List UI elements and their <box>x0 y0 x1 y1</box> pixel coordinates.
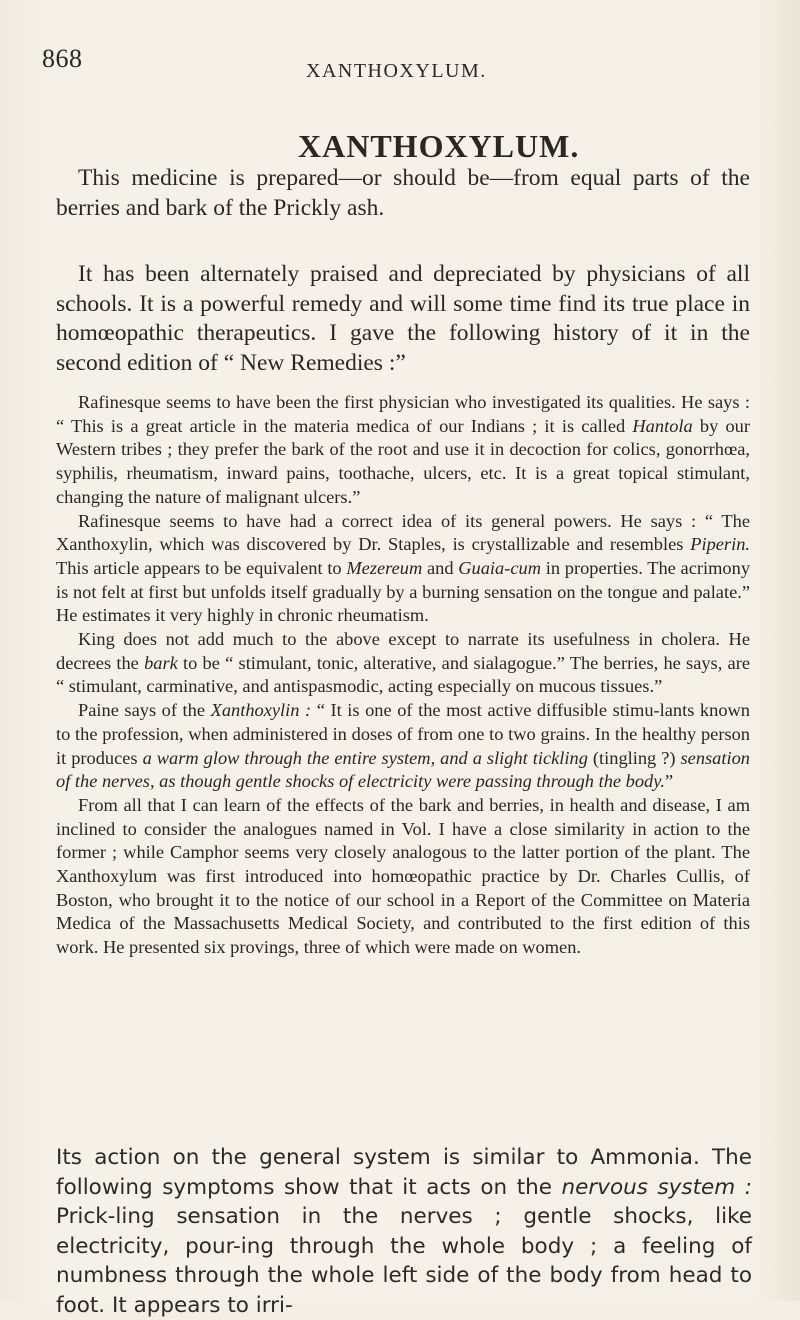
page-number: 868 <box>42 44 83 73</box>
quote-rafinesque-1: Rafinesque seems to have been the first physician who investigated its qualities. He says : “ This is a great article in the materia medica of our Indians ; it is called Hantola by our Western tribes ; they prefer the bark of the root and use it in decoction for colics, gonorrhœa, syphilis, rheumatism, inward pains, toothache, ulcers, etc. It is a great topical stimulant, changing the nature of malignant ulcers.” <box>56 392 750 507</box>
paragraph-intro: This medicine is prepared—or should be—from equal parts of the berries and bark of the Prickly ash. <box>56 165 750 221</box>
quote-rafinesque-2: Rafinesque seems to have had a correct idea of its general powers. He says : “ The Xanthoxylin, which was discovered by Dr. Staples, is crystallizable and resembles Piperin. This article appears to be equivalent to Mezereum and Guaia-cum in properties. The acrimony is not felt at first but unfolds itself gradually by a burning sensation on the tongue and palate.” He estimates it very highly in chronic rheumatism. <box>56 510 751 626</box>
quoted-history <box>56 391 750 960</box>
quote-conclusion: From all that I can learn of the effects of the bark and berries, in health and disease, I am inclined to consider the analogues named in Vol. I have a close similarity in action to the former ; while Camphor seems very closely analogous to the latter portion of the plant. The Xanthoxylum was first introduced into homœopathic practice by Dr. Charles Cullis, of Boston, who brought it to the notice of our school in a Report of the Committee on Materia Medica of the Massachusetts Medical Society, and contributed to the first edition of this work. He presented six provings, three of which were made on women. <box>56 794 750 958</box>
running-head: XANTHOXYLUM. <box>306 60 487 82</box>
article-title: XANTHOXYLUM. <box>298 128 580 164</box>
paragraph-history: It has been alternately praised and depreciated by physicians of all schools. It is a powerful remedy and will some time find its true place in homœopathic therapeutics. I gave the following history of it in the second edition of “ New Remedies :” <box>56 261 750 376</box>
quote-king: King does not add much to the above except to narrate its usefulness in cholera. He decrees the bark to be “ stimulant, tonic, alterative, and sialagogue.” The berries, he says, are “ stimulant, carminative, and antispasmodic, acting especially on mucous tissues.” <box>56 629 750 697</box>
quote-paine: Paine says of the Xanthoxylin : “ It is one of the most active diffusible stimu-lants known to the profession, when administered in doses of from one to two grains. In the healthy person it produces a warm glow through the entire system, and a slight tickling (tingling ?) sensation of the nerves, as though gentle shocks of electricity were passing through the body.” <box>56 700 750 792</box>
paragraph-action: Its action on the general system is similar to Ammonia. The following symptoms show that it acts on the nervous system : Prick-ling sensation in the nerves ; gentle shocks, like electricity, pour-ing through the whole body ; a feeling of numbness through the whole left side of the body from head to foot. It appears to irri- <box>56 1145 752 1318</box>
